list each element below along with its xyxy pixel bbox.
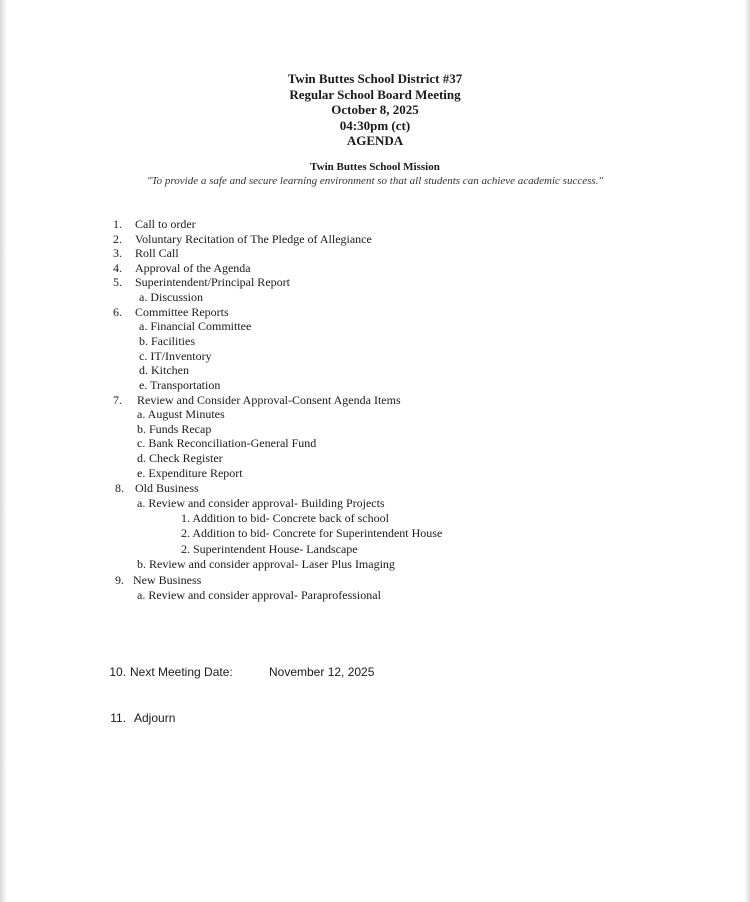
agenda-subitem: a. Review and consider approval- Paraprofessional — [137, 588, 381, 602]
agenda-subitem: a. Discussion — [139, 290, 203, 304]
agenda-subitem: c. IT/Inventory — [139, 349, 212, 363]
meeting-date: October 8, 2025 — [331, 102, 419, 118]
item-text: Review and Consider Approval-Consent Agenda Items — [137, 393, 401, 407]
agenda-header — [0, 71, 750, 149]
agenda-subsubitem: 2. Superintendent House- Landscape — [181, 542, 358, 556]
agenda-subitem: e. Transportation — [139, 378, 221, 392]
item-text: Next Meeting Date: — [130, 665, 233, 679]
agenda-subitem: e. Expenditure Report — [137, 466, 243, 480]
agenda-subitem: b. Facilities — [139, 334, 195, 348]
item-number: 4. — [113, 261, 122, 275]
item-number: 2. — [113, 232, 122, 246]
mission-statement: "To provide a safe and secure learning environment so that all students can achieve academic success." — [146, 175, 604, 187]
agenda-subsubitem: 1. Addition to bid- Concrete back of school — [181, 511, 389, 525]
item-number: 9. — [115, 573, 124, 587]
item-number: 7. — [113, 393, 122, 407]
agenda-subitem: d. Check Register — [137, 451, 223, 465]
item-text: New Business — [133, 573, 202, 587]
item-number: 11. — [110, 711, 126, 725]
next-meeting-date: November 12, 2025 — [269, 665, 375, 679]
meeting-type: Regular School Board Meeting — [289, 86, 461, 102]
mission-title: Twin Buttes School Mission — [310, 161, 440, 173]
item-text: Superintendent/Principal Report — [135, 275, 290, 289]
item-text: Approval of the Agenda — [135, 261, 251, 275]
agenda-subitem: a. Review and consider approval- Building Projects — [137, 496, 385, 510]
agenda-subitem: a. Financial Committee — [139, 319, 252, 333]
item-text: Roll Call — [135, 246, 179, 260]
item-number: 6. — [113, 305, 122, 319]
item-number: 1. — [113, 217, 122, 231]
agenda-subitem: c. Bank Reconciliation-General Fund — [137, 436, 317, 450]
agenda-subitem: b. Review and consider approval- Laser Plus Imaging — [137, 557, 395, 571]
agenda-subsubitem: 2. Addition to bid- Concrete for Superintendent House — [181, 526, 443, 540]
item-number: 3. — [113, 246, 122, 260]
agenda-subitem: d. Kitchen — [139, 363, 189, 377]
agenda-subitem: a. August Minutes — [137, 407, 225, 421]
document-type: AGENDA — [346, 133, 404, 149]
item-number: 8. — [115, 481, 124, 495]
item-text: Adjourn — [134, 711, 176, 725]
item-text: Committee Reports — [135, 305, 229, 319]
district-name: Twin Buttes School District #37 — [287, 71, 463, 86]
item-number: 5. — [113, 275, 122, 289]
item-text: Old Business — [135, 481, 199, 495]
item-text: Call to order — [135, 217, 196, 231]
meeting-time: 04:30pm (ct) — [339, 117, 411, 133]
agenda-subitem: b. Funds Recap — [137, 422, 212, 436]
item-text: Voluntary Recitation of The Pledge of Allegiance — [135, 232, 372, 246]
item-number: 10. — [109, 665, 126, 679]
